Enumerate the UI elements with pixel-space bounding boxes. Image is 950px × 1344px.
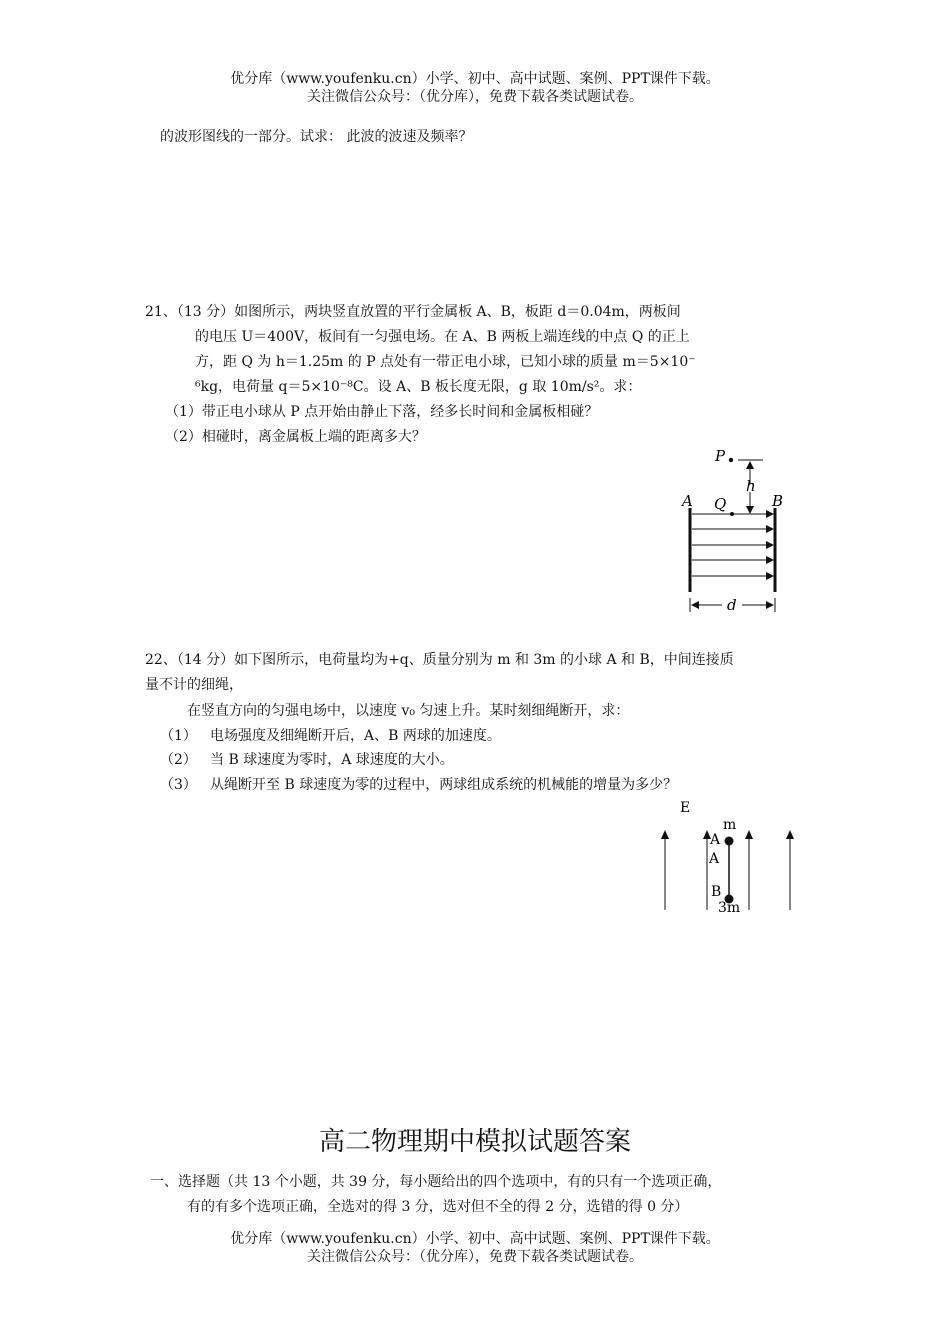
q21-line-3: 方，距 Q 为 h＝1.25m 的 P 点处有一带正电小球，已知小球的质量 m＝5×10⁻ bbox=[195, 354, 696, 370]
label-d: d bbox=[727, 596, 737, 614]
label-e: E bbox=[680, 800, 691, 816]
q21-line-1: 21、（13 分）如图所示，两块竖直放置的平行金属板 A、B，板距 d＝0.04m，两板间 bbox=[145, 304, 681, 320]
label-b: B bbox=[772, 492, 784, 510]
footer-line-1: 优分库（www.youfenku.cn）小学、初中、高中试题、案例、PPT课件下载。 bbox=[230, 1231, 720, 1247]
q22-sub-1-number: （1） bbox=[160, 728, 197, 744]
label-3m: 3m bbox=[718, 900, 741, 916]
q20-tail-text: 的波形图线的一部分。试求： 此波的波速及频率？ bbox=[160, 129, 473, 145]
q22-line-2: 量不计的细绳， bbox=[145, 677, 243, 693]
answers-title: 高二物理期中模拟试题答案 bbox=[318, 1127, 631, 1157]
q22-field-diagram bbox=[650, 795, 810, 920]
q22-sub-1: 电场强度及细绳断开后，A、B 两球的加速度。 bbox=[210, 728, 501, 744]
footer-line-2: 关注微信公众号：（优分库），免费下载各类试题试卷。 bbox=[307, 1249, 643, 1265]
q21-sub-2: （2）相碰时，离金属板上端的距离多大？ bbox=[165, 429, 426, 445]
label-h: h bbox=[746, 477, 756, 495]
label-a: A bbox=[682, 492, 693, 510]
q22-line-1: 22、（14 分）如下图所示，电荷量均为+q、质量分别为 m 和 3m 的小球 A 和 B，中间连接质 bbox=[145, 652, 734, 668]
ball-a bbox=[725, 837, 734, 846]
q21-line-2: 的电压 U＝400V，板间有一匀强电场。在 A、B 两板上端连线的中点 Q 的正上 bbox=[195, 329, 690, 345]
answers-section-1-line-1: 一、选择题（共 13 个小题，共 39 分，每小题给出的四个选项中，有的只有一个选项正确， bbox=[150, 1174, 722, 1190]
header-line-1: 优分库（www.youfenku.cn）小学、初中、高中试题、案例、PPT课件下载。 bbox=[230, 71, 720, 87]
q22-sub-2: 当 B 球速度为零时，A 球速度的大小。 bbox=[210, 752, 454, 768]
q21-sub-1: （1）带正电小球从 P 点开始由静止下落，经多长时间和金属板相碰？ bbox=[165, 404, 599, 420]
label-b-ball: B bbox=[711, 884, 722, 900]
q22-sub-3-number: （3） bbox=[160, 777, 197, 793]
q22-sub-2-number: （2） bbox=[160, 752, 197, 768]
q22-line-3: 在竖直方向的匀强电场中，以速度 v₀ 匀速上升。某时刻细绳断开，求： bbox=[187, 703, 630, 719]
label-a-lower: A bbox=[709, 851, 720, 867]
point-p-dot bbox=[729, 458, 733, 462]
label-a-ball: A bbox=[710, 832, 721, 848]
q22-sub-3: 从绳断开至 B 球速度为零的过程中，两球组成系统的机械能的增量为多少？ bbox=[210, 777, 678, 793]
label-q: Q bbox=[714, 495, 727, 513]
answers-section-1-line-2: 有的有多个选项正确，全选对的得 3 分，选对但不全的得 2 分，选错的得 0 分） bbox=[187, 1199, 689, 1215]
label-p: P bbox=[715, 447, 726, 465]
q21-line-4: ⁶kg，电荷量 q＝5×10⁻⁸C。设 A、B 板长度无限，g 取 10m/s²。求： bbox=[195, 379, 642, 395]
q21-plates-diagram bbox=[670, 440, 800, 620]
label-m: m bbox=[723, 817, 737, 833]
header-line-2: 关注微信公众号：（优分库），免费下载各类试题试卷。 bbox=[307, 89, 643, 105]
